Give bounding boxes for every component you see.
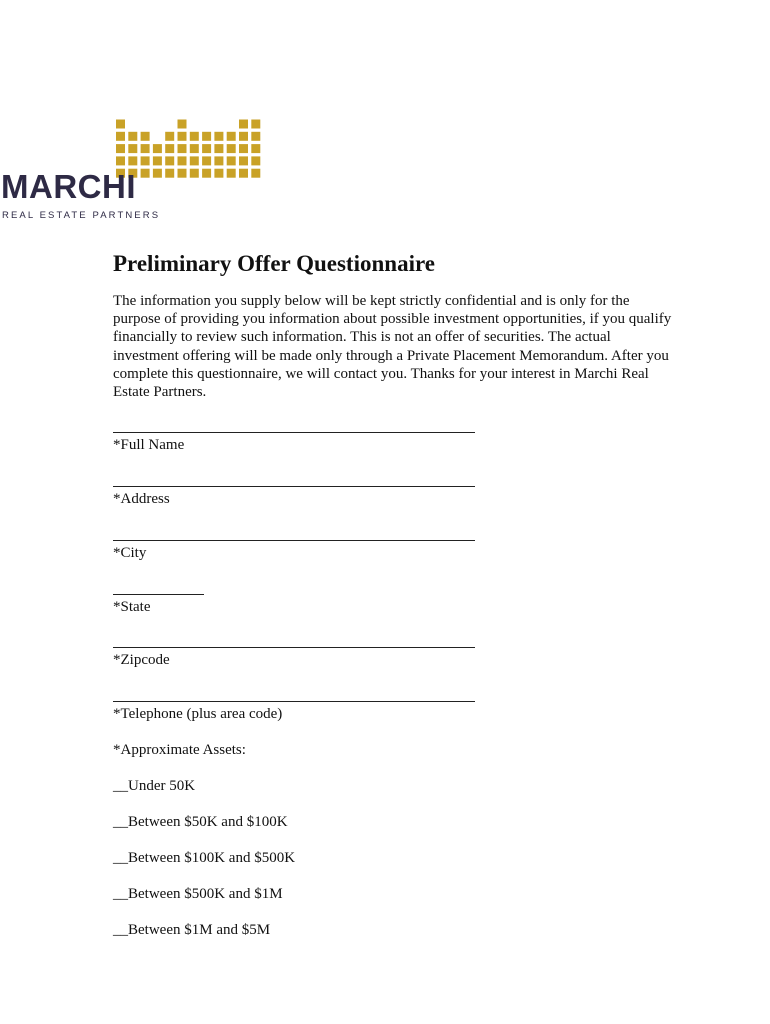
asset-option[interactable]: __Between $1M and $5M [113,922,271,938]
logo-block [116,156,125,165]
logo-block [202,144,211,153]
logo-block [165,169,174,178]
logo-block [251,144,260,153]
logo-tagline: REAL ESTATE PARTNERS [2,210,161,221]
logo-block [251,120,260,129]
asset-option[interactable]: __Between $100K and $500K [113,850,296,866]
telephone-field[interactable] [113,701,475,723]
city-label: *City [113,545,147,561]
logo-block [251,156,260,165]
logo-block [227,132,236,141]
page-title: Preliminary Offer Questionnaire [113,251,435,276]
logo-block [239,169,248,178]
state-field[interactable] [113,594,204,616]
intro-paragraph: The information you supply below will be kept strictly confidential and is only for the purpose of providing you information about possible investment opportunities, if you qualify financially to review such information. This is not an offer of securities. The actual investment offering will be made only through a Private Placement Memorandum. After you complete this questionnaire, we will contact you. Thanks for your interest in Marchi Real Estate Partners. [113,293,672,401]
logo-block [128,144,137,153]
logo-block [190,144,199,153]
logo-wordmark: MARCHI [1,168,136,205]
logo-block [190,169,199,178]
city-field[interactable] [113,540,475,562]
logo-block [227,156,236,165]
logo-block [178,120,187,129]
logo-block [165,144,174,153]
logo-block [239,156,248,165]
telephone-line[interactable] [113,701,475,702]
full-name-label: *Full Name [113,437,185,453]
asset-option[interactable]: __Between $500K and $1M [113,886,283,902]
logo-block [202,132,211,141]
logo-block [128,132,137,141]
logo-block [141,144,150,153]
logo-block [251,132,260,141]
full-name-field[interactable] [113,432,475,454]
asset-option[interactable]: __Under 50K [113,778,196,794]
logo-block [116,144,125,153]
company-logo [113,90,273,225]
logo-block [251,169,260,178]
logo-block [227,144,236,153]
logo-block [165,156,174,165]
logo-block [214,144,223,153]
city-line[interactable] [113,540,475,541]
logo-block [153,169,162,178]
zipcode-field[interactable] [113,647,475,669]
asset-option[interactable]: __Between $50K and $100K [113,814,288,830]
address-field[interactable] [113,486,475,508]
logo-block [178,132,187,141]
state-line[interactable] [113,594,204,595]
logo-block [116,120,125,129]
logo-block [202,156,211,165]
logo-block [178,144,187,153]
zipcode-line[interactable] [113,647,475,648]
zipcode-label: *Zipcode [113,652,170,668]
logo-block [190,156,199,165]
logo-block [214,169,223,178]
logo-block [153,156,162,165]
logo-block [165,132,174,141]
assets-heading: *Approximate Assets: [113,742,246,758]
logo-block [141,156,150,165]
logo-block [239,132,248,141]
logo-block [116,132,125,141]
logo-block [141,169,150,178]
logo-block [190,132,199,141]
logo-block [141,132,150,141]
logo-block [239,144,248,153]
logo-block [128,156,137,165]
address-label: *Address [113,491,170,507]
logo-block [202,169,211,178]
logo-block [239,120,248,129]
logo-block [214,156,223,165]
logo-block [214,132,223,141]
building-grid-logo-icon [113,90,273,180]
logo-block [153,144,162,153]
state-label: *State [113,599,151,615]
logo-block [227,169,236,178]
logo-block [178,156,187,165]
logo-block [178,169,187,178]
address-line[interactable] [113,486,475,487]
telephone-label: *Telephone (plus area code) [113,706,283,722]
full-name-line[interactable] [113,432,475,433]
